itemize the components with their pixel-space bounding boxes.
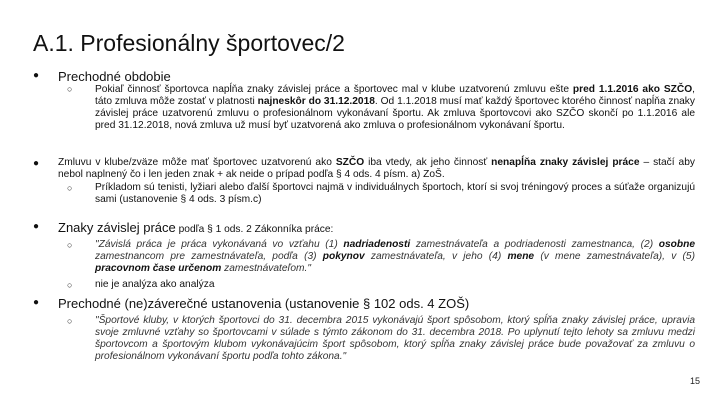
paragraph-example-athletes: Príkladom sú tenisti, lyžiari alebo ďalší športovci najmä v individuálnych športoch, ktorí si svoj tréningový proces a súťaže organizujú sami (ustanovenie § 4 ods. 3 písm.c) [95, 182, 695, 205]
bullet-label: Prechodné obdobie [58, 69, 171, 84]
quote-transition-provision: "Športové kluby, v ktorých športovci do 31. decembra 2015 vykonávajú šport spôsobom, ktorý spĺňa znaky závislej práce, upravia svoje zmluvné vzťahy so športovcami v súlade s týmto zákonom do 31. decembra 2018. Po uplynutí tejto lehoty sa zmluvu medzi športovcom a športovým klubom vykonávajúcim šport spôsobom, ktorý spĺňa znaky závislej práce bude považovať za zmluvu o profesionálnom vykonávaní športu podľa tohto zákona." [95, 315, 695, 362]
filled-circle-bullet-icon: ● [33, 297, 40, 308]
hollow-circle-bullet-icon: ○ [67, 240, 73, 250]
bullet-label-suffix: podľa § 1 ods. 2 Zákonníka práce: [175, 224, 334, 235]
bullet-label: Znaky závislej práce [58, 220, 176, 235]
filled-circle-bullet-icon: ● [33, 70, 40, 81]
page-number: 15 [690, 376, 701, 386]
bullet-label: Prechodné (ne)záverečné ustanovenia (ustanovenie § 102 ods. 4 ZOŠ) [58, 296, 470, 311]
filled-circle-bullet-icon: ● [33, 221, 40, 232]
hollow-circle-bullet-icon: ○ [67, 84, 73, 94]
hollow-circle-bullet-icon: ○ [67, 280, 73, 290]
hollow-circle-bullet-icon: ○ [67, 183, 73, 193]
paragraph-transition-rules: Pokiaľ činnosť športovca napĺňa znaky závislej práce a športovec mal v klube uzatvorenú zmluvu ešte pred 1.1.2016 ako SZČO, táto zmluva môže zostať v platnosti najneskôr do 31.12.2018. Od 1.1.2018 musí mať každý športovec ktorého činnosť napĺňa znaky závislej práce uzatvorenú zmluvu o profesionálnom vykonávaní športu. Ak zmluva športovcovi ako SZČO skončí po 1.1.2016 ale pred 31.12.2018, nová zmluva už musí byť uzatvorená ako zmluva o profesionálnom vykonávaní športu. [95, 84, 695, 131]
slide-title: A.1. Profesionálny športovec/2 [33, 30, 345, 56]
quote-labour-code: "Závislá práca je práca vykonávaná vo vzťahu (1) nadriadenosti zamestnávateľa a podriadenosti zamestnanca, (2) osobne zamestnancom pre zamestnávateľa, podľa (3) pokynov zamestnávateľa, v jeho (4) mene (v mene zamestnávateľa), v (5) pracovnom čase určenom zamestnávateľom." [95, 239, 696, 274]
hollow-circle-bullet-icon: ○ [67, 316, 73, 326]
paragraph-szco-contract: Zmluvu v klube/zväze môže mať športovec uzatvorenú ako SZČO iba vtedy, ak jeho činnosť nenapĺňa znaky závislej práce – stačí aby nebol naplnený čo i len jeden znak + ak neide o prípad podľa § 4 ods. 4 písm. a) ZoŠ. [58, 157, 695, 180]
note-analysis: nie je analýza ako analýza [95, 279, 215, 290]
slide: A.1. Profesionálny športovec/2 ● Prechodné obdobie ○ Pokiaľ činnosť športovca napĺňa znaky závislej práce a športovec mal v klube uzatvorenú zmluvu ešte pred 1.1.2016 ako SZČO, táto zmluva môže zostať v platnosti najneskôr do 31.12.2018. Od 1.1.2018 musí mať každý športovec ktorého činnosť napĺňa znaky závislej práce uzatvorenú zmluvu o profesionálnom vykonávaní športu. Ak zmluva športovcovi ako SZČO skončí po 1.1.2016 ale pred 31.12.2018, nová zmluva už musí byť uzatvorená ako zmluva o profesionálnom vykonávaní športu. ● Zmluvu v klube/zväze môže mať športovec uzatvorenú ako SZČO iba vtedy, ak jeho činnosť nenapĺňa znaky závislej práce – stačí aby nebol naplnený čo i len jeden znak + ak neide o prípad podľa § 4 ods. 4 písm. a) ZoŠ. ○ Príkladom sú tenisti, lyžiari alebo ďalší športovci najmä v individuálnych športoch, ktorí si svoj tréningový proces a súťaže organizujú sami (ustanovenie § 4 ods. 3 písm.c) ● Znaky závislej práce podľa § 1 ods. 2 Zákonníka práce: ○ "Závislá práca je práca vykonávaná vo vzťahu (1) nadriadenosti zamestnávateľa a podriadenosti zamestnanca, (2) osobne zamestnancom pre zamestnávateľa, podľa (3) pokynov zamestnávateľa, v jeho (4) mene (v mene zamestnávateľa), v (5) pracovnom čase určenom zamestnávateľom." ○ nie je analýza ako analýza ● Prechodné (ne)záverečné ustanovenia (ustanovenie § 102 ods. 4 ZOŠ) ○ "Športové kluby, v ktorých športovci do 31. decembra 2015 vykonávajú šport spôsobom, ktorý spĺňa znaky závislej práce, upravia svoje zmluvné vzťahy so športovcami v súlade s týmto zákonom do 31. decembra 2018. Po uplynutí tejto lehoty sa zmluvu medzi športovcom a športovým klubom vykonávajúcim šport spôsobom, ktorý spĺňa znaky závislej práce bude považovať za zmluvu o profesionálnom vykonávaní športu podľa tohto zákona." 15 [33, 30, 701, 386]
